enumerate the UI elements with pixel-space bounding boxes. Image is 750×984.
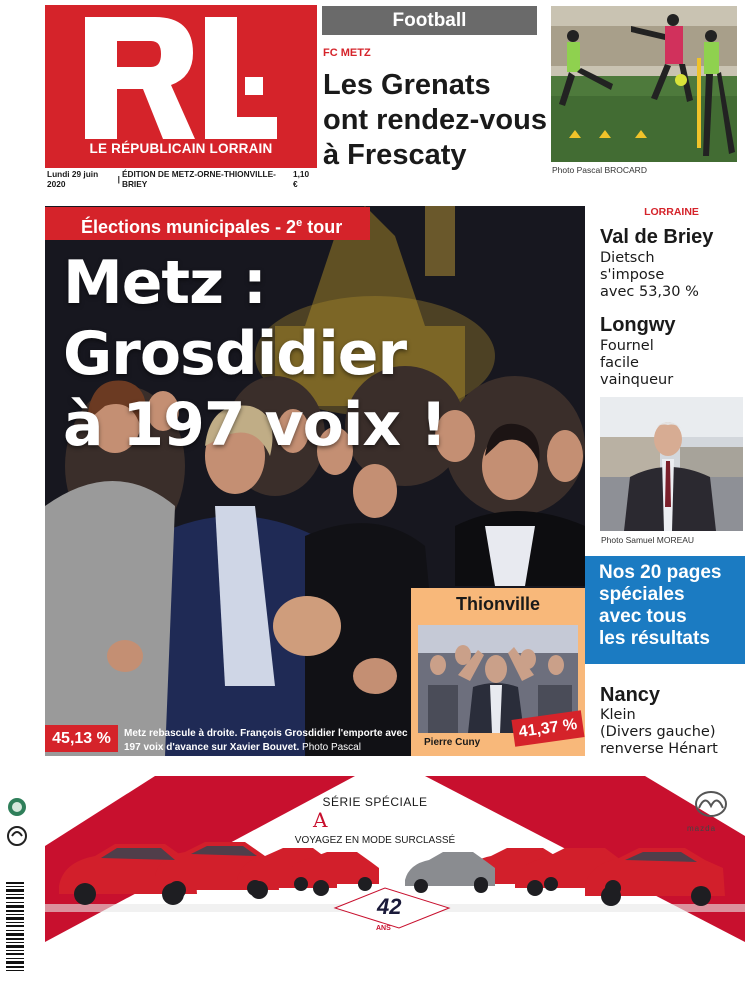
teaser-photo-credit: Photo Pascal BROCARD (552, 165, 647, 175)
anniversary-number: 42 (377, 894, 402, 919)
section-tag-elections[interactable]: Élections municipales - 2e tour (45, 207, 370, 240)
longwy-photo-credit: Photo Samuel MOREAU (601, 535, 695, 545)
thionville-percent-badge: 41,37 % (511, 710, 584, 746)
story-val-de-briey-headline[interactable]: Val de Briey (600, 226, 714, 248)
longwy-photo[interactable] (600, 397, 743, 531)
ad-series-label: SÉRIE SPÉCIALE (322, 795, 428, 809)
main-headline[interactable]: Metz : Grosdidier à 197 voix ! (63, 248, 447, 460)
lorraine-kicker: LORRAINE (644, 206, 699, 218)
story-longwy-headline[interactable]: Longwy (600, 314, 676, 336)
main-caption: Metz rebascule à droite. François Grosdidier l'emporte avec 197 voix d'avance sur Xavier Bouvet. Photo Pascal BROCARD (124, 728, 408, 767)
metz-percent-badge: 45,13 % (45, 725, 118, 752)
price: 1,10 € (293, 169, 310, 189)
ad-letter: A (313, 808, 328, 832)
ad-tagline: VOYAGEZ EN MODE SURCLASSÉ (294, 835, 456, 846)
newspaper-name: LE RÉPUBLICAIN LORRAIN (89, 141, 273, 156)
football-training-photo[interactable] (551, 6, 737, 162)
thionville-candidate: Pierre Cuny (424, 737, 481, 748)
teaser-headline[interactable]: Les Grenats ont rendez-vous à Frescaty (323, 69, 547, 171)
issue-date: Lundi 29 juin 2020 (47, 169, 99, 189)
dateline: Lundi 29 juin 2020 | ÉDITION DE METZ-ORNE-THIONVILLE-BRIEY 1,10 € (45, 171, 317, 187)
main-photo-credit: Photo Pascal BROCARD (124, 742, 361, 767)
anniversary-unit: ANS (376, 925, 391, 932)
rl-logo (85, 17, 277, 139)
story-nancy-sub: Klein (Divers gauche) renverse Hénart (600, 707, 718, 757)
thionville-title: Thionville (455, 594, 540, 614)
edition-label: ÉDITION DE METZ-ORNE-THIONVILLE-BRIEY (121, 169, 276, 189)
story-val-de-briey-sub: Dietsch s'impose avec 53,30 % (600, 250, 699, 300)
masthead (45, 5, 317, 168)
mazda-advertisement[interactable] (45, 776, 745, 942)
distributor-logos (6, 796, 28, 852)
story-longwy-sub: Fournel facile vainqueur (600, 338, 674, 388)
teaser-kicker: FC METZ (323, 47, 371, 59)
special-pages-promo[interactable]: Nos 20 pages spéciales avec tous les résultats (585, 556, 745, 664)
barcode (4, 880, 30, 976)
mazda-wordmark: mazda (687, 824, 717, 833)
football-tag[interactable]: Football (322, 6, 537, 35)
story-nancy-headline[interactable]: Nancy (600, 684, 661, 706)
